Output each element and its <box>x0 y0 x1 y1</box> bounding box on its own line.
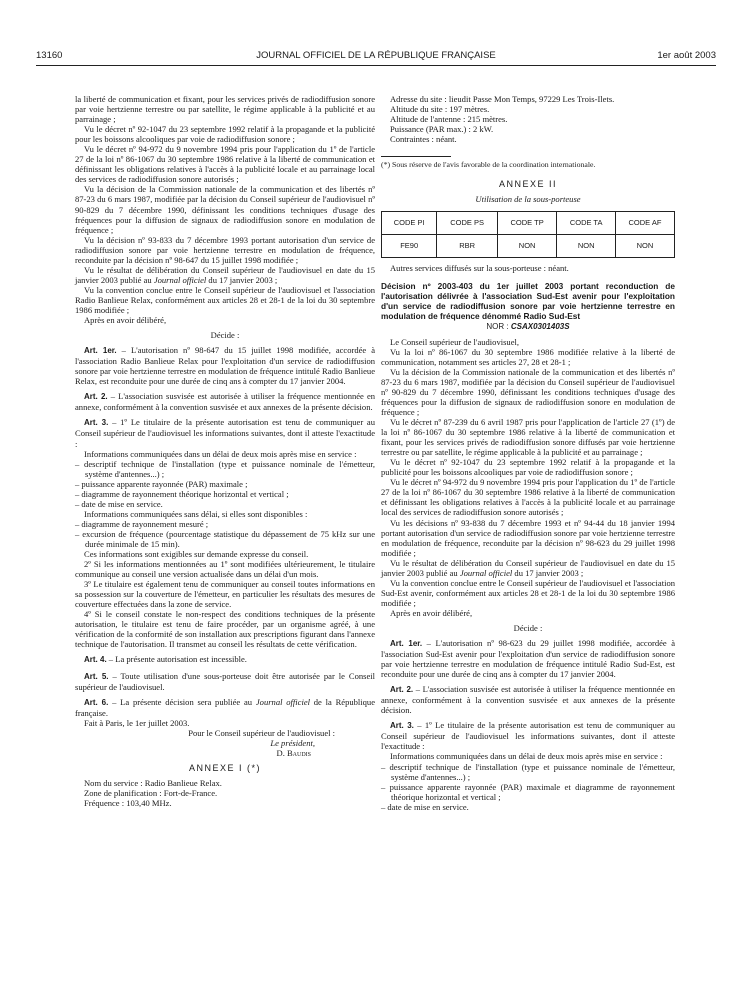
paragraph: Informations communiquées dans un délai de deux mois après mise en service : <box>84 448 357 459</box>
signature-place-date: Fait à Paris, le 1er juillet 2003. <box>84 717 190 728</box>
article-2 <box>75 391 375 412</box>
article-label: Art. 5. <box>84 671 109 681</box>
paragraph: Vu le décret nº 94-972 du 9 novembre 1994 pris pour l'application du 1º de l'article 27 de la loi nº 86-1067 du 30 septembre 1986 relative à la liberté de communication et définissant les obligations relatives à l'accès à la publicité locale et au parrainage local des services de radiodiffusion sonore autorisés ; <box>75 144 375 185</box>
list-item: – date de mise en service. <box>75 498 163 509</box>
article-label: Art. 3. <box>84 418 109 428</box>
decide-heading: Décide : <box>210 330 240 341</box>
paragraph <box>381 558 675 578</box>
article-1 <box>75 345 375 386</box>
nor-code: CSAX0301403S <box>510 321 570 331</box>
page-header <box>36 50 716 64</box>
paragraph: Vu les décisions nº 93-838 du 7 décembre 1993 et nº 94-44 du 18 janvier 1994 portant autorisation d'un service de radiodiffusion sonore par voie hertzienne terrestre en modulation de fréquence, reconduite par la décision nº 98-623 du 29 juillet 1998 modifiée ; <box>381 517 675 558</box>
article-text: de la République française. <box>75 696 376 718</box>
list-item: – date de mise en service. <box>381 801 469 812</box>
planning-zone: Zone de planification : Fort-de-France. <box>84 788 218 798</box>
paragraph: 2º Si les informations mentionnées au 1º sont modifiées ultérieurement, le titulaire communique au conseil une version actualisée dans un délai d'un mois. <box>75 559 375 580</box>
annex-2-subtitle: Utilisation de la sous-porteuse <box>475 194 581 205</box>
issue-date: 1er août 2003 <box>657 50 716 61</box>
paragraph: Ces informations sont exigibles sur demande expresse du conseil. <box>84 549 309 560</box>
article-text: – L'autorisation nº 98-623 du 29 juillet 1998 modifiée, accordée à l'association Sud-Est avenir pour l'exploitation d'un service de radiodiffusion sonore par voie hertzienne terrestre en modulation de fréquence intitulé Radio Sud-Est, est reconduite pour une durée de cinq ans à compter du 17 janvier 2004. <box>381 638 676 680</box>
power: Puissance (PAR max.) : 2 kW. <box>390 124 494 135</box>
paragraph: Après en avoir délibéré, <box>390 607 473 618</box>
table-cell: RBR <box>437 235 497 258</box>
article-text: – La présente décision sera publiée au <box>108 696 256 707</box>
paragraph: Vu le décret nº 92-1047 du 23 septembre 1992 relatif à la propagande et la publicité pour les boissons alcooliques par voie de radiodiffusion sonore ; <box>381 457 675 478</box>
paragraph: Après en avoir délibéré, <box>84 315 167 326</box>
paragraph: Vu la loi nº 86-1067 du 30 septembre 1986 modifiée relative à la liberté de communication, notamment ses articles 27, 28 et 28-1 ; <box>381 346 675 367</box>
site-address: Adresse du site : lieudit Passe Mon Temps, 97229 Les Trois-Ilets. <box>390 94 615 104</box>
article-3 <box>381 720 675 751</box>
paragraph <box>75 265 375 285</box>
frequency: Fréquence : 103,40 MHz. <box>84 798 172 809</box>
article-label: Art. 1er. <box>84 346 117 356</box>
text: du 17 janvier 2003 ; <box>206 274 278 285</box>
site-altitude: Altitude du site : 197 mètres. <box>390 104 490 115</box>
article-2 <box>381 684 675 715</box>
decide-heading: Décide : <box>513 622 543 633</box>
paragraph: Le Conseil supérieur de l'audiovisuel, <box>390 336 520 347</box>
other-services: Autres services diffusés sur la sous-porteuse : néant. <box>390 263 569 274</box>
decision-title: Décision nº 2003-403 du 1er juillet 2003 portant reconduction de l'autorisation délivrée à l'association Sud-Est avenir pour l'exploitation d'un service de radiodiffusion sonore par voie hertzienne terrestre en modulation de fréquence dénommé Radio Sud-Est <box>381 281 675 321</box>
footnote: (*) Sous réserve de l'avis favorable de la coordination internationale. <box>381 160 596 170</box>
text: du 17 janvier 2003 ; <box>512 567 584 578</box>
paragraph: Vu la décision de la Commission nationale de la communication et des libertés nº 87-23 du 6 mars 1987, modifiée par la décision du Conseil supérieur de l'audiovisuel nº 90-829 du 7 décembre 1990, définissant les conditions techniques d'usage des fréquences pour la diffusion de signaux de radiodiffusion sonore en modulation de fréquence ; <box>75 184 375 235</box>
table-cell: FE90 <box>382 235 437 258</box>
table-header: CODE PS <box>437 212 497 235</box>
annex-2-heading: ANNEXE II <box>498 179 557 190</box>
left-column <box>75 94 375 808</box>
paragraph: la liberté de communication et fixant, pour les services privés de radiodiffusion sonore par voie hertzienne terrestre ou par satellite, le régime applicable à la publicité et au parrainage ; <box>75 94 375 125</box>
table-header: CODE TA <box>557 212 616 235</box>
article-1 <box>381 638 675 679</box>
annex-1-heading: ANNEXE I (*) <box>188 762 261 773</box>
paragraph: Vu le décret nº 94-972 du 9 novembre 1994 pris pour l'application du 1º de l'article 27 de la loi nº 86-1067 du 30 septembre 1986 relative à la liberté de communication et définissant les obligations relatives à l'accès à la publicité locale et au parrainage local des services de radiodiffusion sonore autorisés ; <box>381 477 675 518</box>
footnote-rule <box>381 156 451 157</box>
table-header: CODE PI <box>382 212 437 235</box>
paragraph: Informations communiquées dans un délai de deux mois après mise en service : <box>390 751 663 762</box>
paragraph: 3º Le titulaire est également tenu de communiquer au conseil toutes informations en sa possession sur la couverture de l'émetteur, en particulier les résultats des mesures de couverture effectuées dans la zone de service. <box>75 579 375 610</box>
list-item: – descriptif technique de l'installation (type et puissance nominale de l'émetteur, système d'antennes...) ; <box>75 458 375 479</box>
article-label: Art. 1er. <box>390 639 423 649</box>
paragraph: Vu la convention conclue entre le Conseil supérieur de l'audiovisuel et l'association Radio Banlieue Relax, conformément aux articles 28 et 28-1 de la loi du 30 septembre 1986 modifiée ; <box>75 284 375 315</box>
article-label: Art. 4. <box>84 655 107 665</box>
table-cell: NON <box>557 235 616 258</box>
article-text: – 1º Le titulaire de la présente autorisation est tenu de communiquer au Conseil supérieur de l'audiovisuel les informations suivantes, dont il atteste l'exactitude : <box>381 720 676 752</box>
paragraph: 4º Si le conseil constate le non-respect des conditions techniques de la présente autorisation, le titulaire est tenu de faire procéder, par un organisme agréé, à une vérification de la conformité de son installation aux prescriptions figurant dans l'annexe technique de l'autorisation. Il transmet au conseil les résultats de cette vérification. <box>75 609 375 650</box>
subcarrier-table <box>381 211 675 258</box>
paragraph: Vu le décret nº 92-1047 du 23 septembre 1992 relatif à la propagande et la publicité pour les boissons alcooliques par voie de radiodiffusion sonore ; <box>75 124 375 145</box>
journal-ref: Journal officiel <box>459 567 513 578</box>
table-row <box>382 235 675 258</box>
service-name: Nom du service : Radio Banlieue Relax. <box>84 777 222 788</box>
list-item: – diagramme de rayonnement mesuré ; <box>75 518 209 529</box>
constraints: Contraintes : néant. <box>390 134 457 145</box>
signature-title: Le président, <box>270 737 315 748</box>
article-label: Art. 2. <box>84 392 108 402</box>
article-text: – L'association susvisée est autorisée à utiliser la fréquence mentionnée en annexe, conformément à la convention susvisée et aux annexes de la présente décision. <box>75 391 376 413</box>
table-header-row <box>382 212 675 235</box>
paragraph: Vu le décret nº 87-239 du 6 avril 1987 pris pour l'application de l'article 27 (1º) de la loi nº 86-1067 du 30 septembre 1986 relative à la liberté de communication et fixant, pour les services privés de radiodiffusion sonore diffusés par voie hertzienne terrestre ou par satellite, le régime applicable à la publicité et au parrainage ; <box>381 417 675 458</box>
article-text: – L'association susvisée est autorisée à utiliser la fréquence mentionnée en annexe, conformément à la convention susvisée et aux annexes de la présente décision. <box>381 684 676 716</box>
table-cell: NON <box>615 235 674 258</box>
table-header: CODE AF <box>615 212 674 235</box>
signature-council: Pour le Conseil supérieur de l'audiovisuel : <box>188 727 335 738</box>
table-cell: NON <box>497 235 557 258</box>
paragraph: Vu la décision nº 93-833 du 7 décembre 1993 portant autorisation d'un service de radiodiffusion sonore par voie hertzienne terrestre en modulation de fréquence, reconduite par la décision nº 98-647 du 15 juillet 1998 modifiée ; <box>75 234 375 265</box>
signature-name: D. Baudis <box>276 747 311 758</box>
table-header: CODE TP <box>497 212 557 235</box>
list-item: – puissance apparente rayonnée (PAR) maximale et diagramme de rayonnement théorique horizontal et vertical ; <box>381 781 675 802</box>
list-item: – diagramme de rayonnement théorique horizontal et vertical ; <box>75 488 289 499</box>
article-label: Art. 6. <box>84 697 109 707</box>
paragraph: Informations communiquées sans délai, si elles sont disponibles : <box>84 508 308 519</box>
right-column <box>381 94 675 812</box>
nor-reference <box>381 322 675 332</box>
header-rule <box>36 65 716 66</box>
journal-ref: Journal officiel <box>153 274 207 285</box>
article-label: Art. 3. <box>390 721 414 731</box>
paragraph: Vu la convention conclue entre le Conseil supérieur de l'audiovisuel et l'association Sud-Est avenir, conformément aux articles 28 et 28-1 de la loi du 30 septembre 1986 modifiée ; <box>381 577 675 608</box>
list-item: – excursion de fréquence (pourcentage statistique du dépassement de 75 kHz sur une durée minimale de 15 min). <box>75 528 375 549</box>
article-4 <box>75 654 375 665</box>
article-5 <box>75 671 375 692</box>
article-label: Art. 2. <box>390 685 414 695</box>
article-text: – L'autorisation nº 98-647 du 15 juillet 1998 modifiée, accordée à l'association Radio Banlieue Relax pour l'exploitation d'un service de radiodiffusion sonore par voie hertzienne terrestre en modulation de fréquence intitulé Radio Banlieue Relax, est reconduite pour une durée de cinq ans à compter du 17 janvier 2004. <box>75 345 376 387</box>
nor-label: NOR : <box>486 321 511 331</box>
article-6 <box>75 697 375 718</box>
paragraph: Vu la décision de la Commission nationale de la communication et des libertés nº 87-23 du 6 mars 1987, modifiée par la décision du Conseil supérieur de l'audiovisuel nº 90-829 du 7 décembre 1990, définissant les conditions techniques d'usage des fréquences pour la diffusion de signaux de radiodiffusion sonore en modulation de fréquence ; <box>381 366 675 417</box>
text: Vu le résultat de délibération du Conseil supérieur de l'audiovisuel en date du 15 janvier 2003 publié au <box>75 264 375 285</box>
antenna-altitude: Altitude de l'antenne : 215 mètres. <box>390 114 508 125</box>
page-number: 13160 <box>36 50 63 61</box>
article-text: – Toute utilisation d'une sous-porteuse doit être autorisée par le Conseil supérieur de l'audiovisuel. <box>75 670 376 692</box>
journal-title: JOURNAL OFFICIEL DE LA RÉPUBLIQUE FRANÇAISE <box>256 50 496 61</box>
article-3 <box>75 417 375 448</box>
article-text: – 1º Le titulaire de la présente autorisation est tenu de communiquer au Conseil supérieur de l'audiovisuel les informations suivantes, dont il atteste l'exactitude : <box>75 417 375 449</box>
list-item: – descriptif technique de l'installation (type et puissance nominale de l'émetteur, système d'antennes...) ; <box>381 761 675 782</box>
list-item: – puissance apparente rayonnée (PAR) maximale ; <box>75 478 248 489</box>
journal-ref: Journal officiel <box>255 696 310 707</box>
article-text: – La présente autorisation est incessible. <box>106 654 247 665</box>
text: Vu le résultat de délibération du Conseil supérieur de l'audiovisuel en date du 15 janvier 2003 publié au <box>381 557 675 578</box>
